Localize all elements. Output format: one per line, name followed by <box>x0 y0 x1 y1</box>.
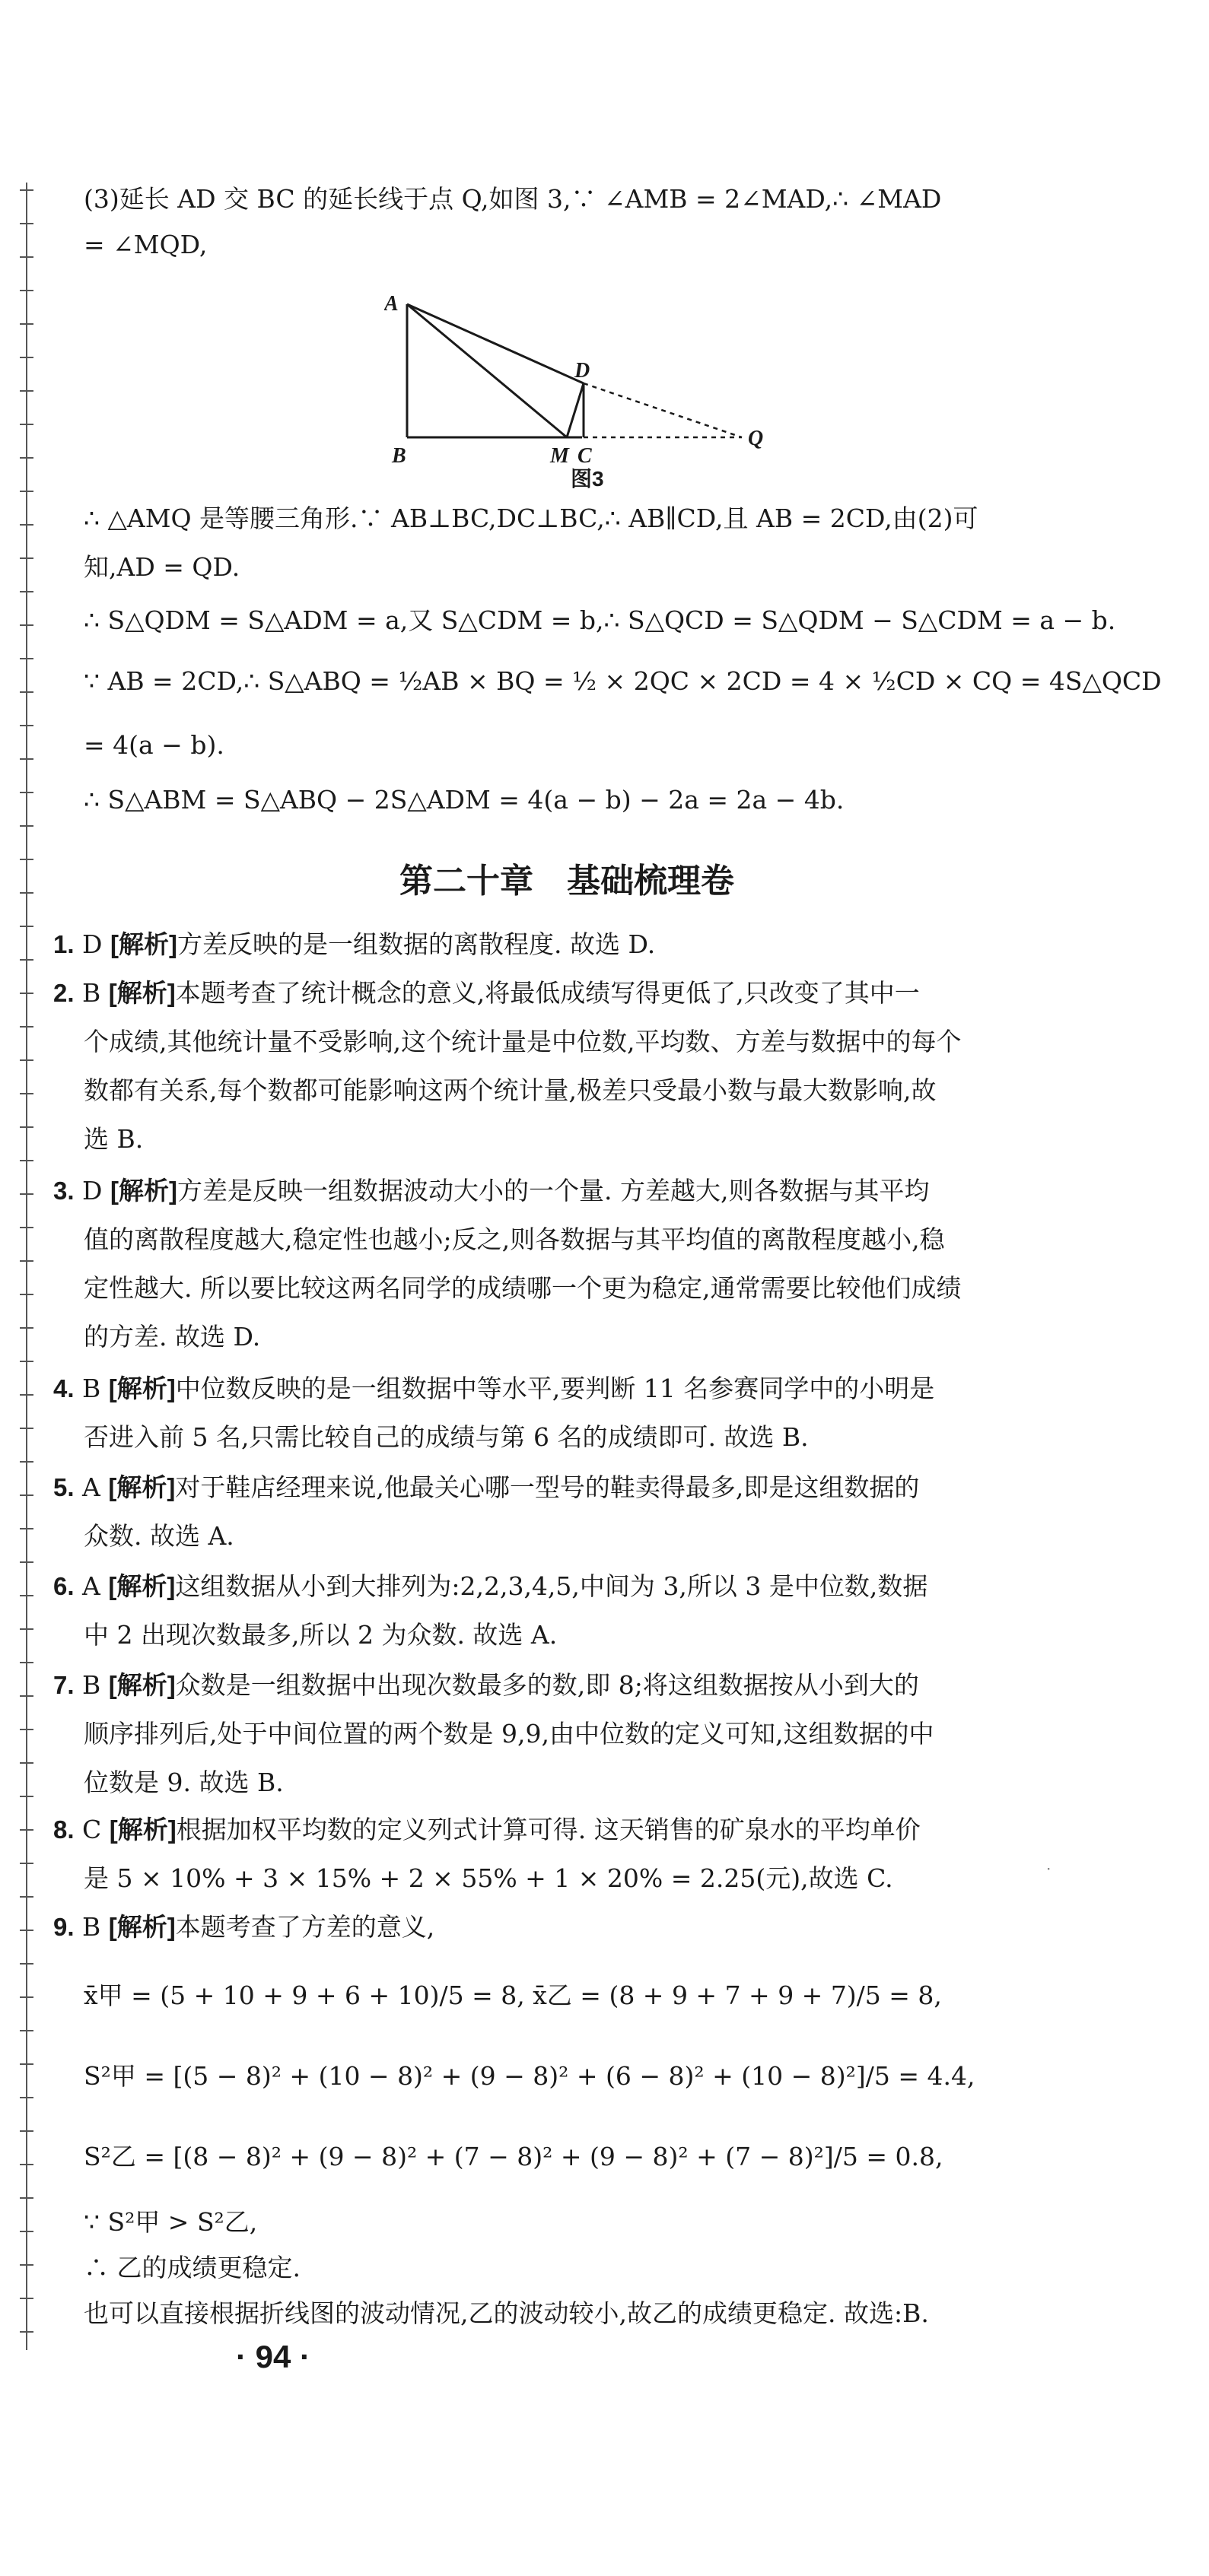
part3-line-7: = 4(a − b). <box>84 730 224 760</box>
figure-caption: 图3 <box>571 467 604 491</box>
answer-item <box>53 1174 929 1208</box>
answer-item <box>53 1911 434 1944</box>
analysis-tag: [解析] <box>108 1374 176 1402</box>
chapter-title: 第二十章 基础梳理卷 <box>399 862 734 900</box>
part3-line-5: ∴ S△QDM = S△ADM = a,又 S△CDM = b,∴ S△QCD = S△QDM − S△CDM = a − b. <box>84 605 1116 635</box>
margin-mark: · <box>1046 1860 1052 1878</box>
part3-line-2: = ∠MQD, <box>84 230 208 259</box>
answer-choice: D <box>82 929 103 959</box>
answer-item <box>53 1570 927 1603</box>
answer-number: 2. <box>53 979 75 1007</box>
analysis-tag: [解析] <box>108 979 176 1007</box>
answer-text: 本题考查了统计概念的意义,将最低成绩写得更低了,只改变了其中一 <box>175 978 920 1008</box>
answer-text-line: 选 B. <box>84 1124 144 1154</box>
answer-choice: B <box>82 978 101 1008</box>
answer-number: 9. <box>53 1913 75 1941</box>
answer-number: 5. <box>53 1473 75 1501</box>
answer-item <box>53 928 655 961</box>
answer-text: 本题考查了方差的意义, <box>175 1912 435 1942</box>
answer-choice: A <box>82 1571 100 1601</box>
answer-text-line: 是 5 × 10% + 3 × 15% + 2 × 55% + 1 × 20% = 2.25(元),故选 C. <box>84 1863 893 1893</box>
answer-text-line: 值的离散程度越大,稳定性也越小;反之,则各数据与其平均值的离散程度越小,稳 <box>84 1224 945 1254</box>
label-c: C <box>577 444 592 468</box>
answer-text: 方差是反映一组数据波动大小的一个量. 方差越大,则各数据与其平均 <box>177 1176 930 1205</box>
answer-text-line: 个成绩,其他统计量不受影响,这个统计量是中位数,平均数、方差与数据中的每个 <box>84 1027 962 1056</box>
analysis-tag: [解析] <box>110 930 177 958</box>
part3-line-6: ∵ AB = 2CD,∴ S△ABQ = ½AB × BQ = ½ × 2QC × 2CD = 4 × ½CD × CQ = 4S△QCD <box>84 666 1162 696</box>
answer-text: 对于鞋店经理来说,他最关心哪一型号的鞋卖得最多,即是这组数据的 <box>175 1472 920 1502</box>
label-b: B <box>392 444 406 468</box>
answer-text-line: 数都有关系,每个数都可能影响这两个统计量,极差只受最小数与最大数影响,故 <box>84 1075 937 1105</box>
label-q: Q <box>748 427 764 450</box>
answer-text-line: 顺序排列后,处于中间位置的两个数是 9,9,由中位数的定义可知,这组数据的中 <box>84 1719 934 1749</box>
part3-line-8: ∴ S△ABM = S△ABQ − 2S△ADM = 4(a − b) − 2a = 2a − 4b. <box>84 785 845 815</box>
part3-line-3: ∴ △AMQ 是等腰三角形.∵ AB⊥BC,DC⊥BC,∴ AB∥CD,且 AB = 2CD,由(2)可 <box>84 503 978 533</box>
q9-means: x̄甲 = (5 + 10 + 9 + 6 + 10)/5 = 8, x̄乙 = (8 + 9 + 7 + 9 + 7)/5 = 8, <box>84 1980 942 2010</box>
q9-compare: ∵ S²甲 > S²乙, <box>84 2207 258 2237</box>
answer-text: 方差反映的是一组数据的离散程度. 故选 D. <box>177 929 656 959</box>
answer-number: 6. <box>53 1572 75 1600</box>
geometry-figure-3 <box>384 289 810 479</box>
analysis-tag: [解析] <box>108 1671 176 1699</box>
answer-choice: B <box>82 1374 101 1403</box>
answer-number: 8. <box>53 1815 75 1844</box>
analysis-tag: [解析] <box>110 1177 177 1205</box>
q9-conclusion: ∴ 乙的成绩更稳定. <box>84 2253 301 2282</box>
analysis-tag: [解析] <box>108 1572 176 1600</box>
answer-choice: A <box>82 1472 100 1502</box>
margin-cut-line <box>14 183 40 2350</box>
answer-item <box>53 1471 919 1504</box>
answer-choice: C <box>82 1815 102 1844</box>
page-number: · 94 · <box>236 2339 311 2374</box>
answer-text: 根据加权平均数的定义列式计算可得. 这天销售的矿泉水的平均单价 <box>176 1815 921 1844</box>
label-d: D <box>574 359 590 383</box>
label-a: A <box>384 292 399 316</box>
q9-variance-jia: S²甲 = [(5 − 8)² + (10 − 8)² + (9 − 8)² + (6 − 8)² + (10 − 8)²]/5 = 4.4, <box>84 2061 975 2091</box>
answer-text: 这组数据从小到大排列为:2,2,3,4,5,中间为 3,所以 3 是中位数,数据 <box>175 1571 928 1601</box>
answer-choice: B <box>82 1670 101 1700</box>
answer-text-line: 定性越大. 所以要比较这两名同学的成绩哪一个更为稳定,通常需要比较他们成绩 <box>84 1273 962 1303</box>
part3-line-1: (3)延长 AD 交 BC 的延长线于点 Q,如图 3,∵ ∠AMB = 2∠MAD,∴ ∠MAD <box>84 184 942 214</box>
answer-number: 7. <box>53 1671 75 1699</box>
answer-choice: B <box>82 1912 101 1942</box>
answer-text-line: 否进入前 5 名,只需比较自己的成绩与第 6 名的成绩即可. 故选 B. <box>84 1422 809 1452</box>
answer-item <box>53 977 920 1010</box>
q9-variance-yi: S²乙 = [(8 − 8)² + (9 − 8)² + (7 − 8)² + (9 − 8)² + (7 − 8)²]/5 = 0.8, <box>84 2142 943 2171</box>
answer-text-line: 位数是 9. 故选 B. <box>84 1768 284 1797</box>
part3-line-4: 知,AD = QD. <box>84 552 240 582</box>
label-m: M <box>550 444 569 468</box>
answer-item <box>53 1669 919 1702</box>
answer-number: 3. <box>53 1177 75 1205</box>
answer-text: 中位数反映的是一组数据中等水平,要判断 11 名参赛同学中的小明是 <box>175 1374 935 1403</box>
answer-choice: D <box>82 1176 103 1205</box>
answer-text: 众数是一组数据中出现次数最多的数,即 8;将这组数据按从小到大的 <box>175 1670 919 1700</box>
answer-text-line: 的方差. 故选 D. <box>84 1322 261 1352</box>
answer-text-line: 众数. 故选 A. <box>84 1521 234 1551</box>
analysis-tag: [解析] <box>108 1913 176 1941</box>
analysis-tag: [解析] <box>109 1815 177 1844</box>
answer-number: 4. <box>53 1374 75 1402</box>
answer-number: 1. <box>53 930 75 958</box>
answer-text-line: 中 2 出现次数最多,所以 2 为众数. 故选 A. <box>84 1620 558 1650</box>
analysis-tag: [解析] <box>108 1473 176 1501</box>
answer-item <box>53 1813 921 1847</box>
q9-note: 也可以直接根据折线图的波动情况,乙的波动较小,故乙的成绩更稳定. 故选:B. <box>84 2298 929 2328</box>
answer-item <box>53 1372 934 1406</box>
